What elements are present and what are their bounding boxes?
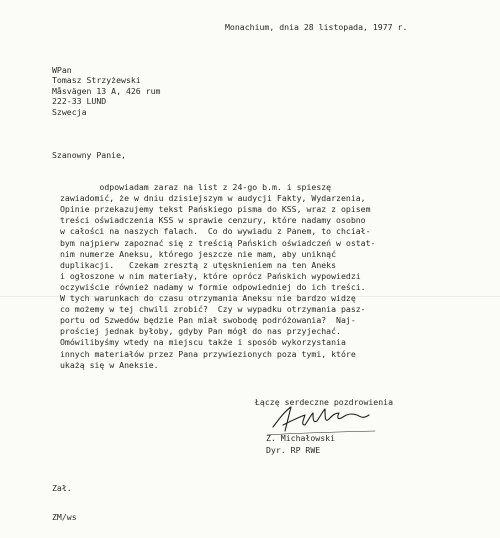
body-line: oczywiście również nadamy w formie odpowiedniej do ich treści.	[60, 281, 366, 292]
recipient-line: WPan	[52, 65, 72, 75]
recipient-line: Szwecja	[52, 106, 87, 117]
body-line: i ogłoszone w nim materiały, które oprócz Pańskich wypowiedzi	[60, 270, 361, 281]
salutation: Szanowny Panie,	[52, 150, 126, 160]
signer-title: Dyr. RP RWE	[266, 445, 321, 455]
body-line: Omówilibyśmy wtedy na miejscu także i sposób wykorzystania	[60, 337, 346, 348]
recipient-line: Tomasz Strzyżewski	[52, 75, 141, 86]
body-line: w całości na naszych falach. Co do wywiadu z Panem, to chciał-	[60, 226, 371, 237]
body-line: Opinie przekazujemy tekst Pańskiego pisma do KSS, wraz z opisem	[60, 204, 371, 215]
enclosure-note: Zał.	[52, 483, 72, 493]
recipient-line: Måsvägen 13 A, 426 rum	[52, 85, 161, 96]
typist-initials: ZM/ws	[52, 512, 77, 522]
body-line: co możemy w tej chwili zrobić? Czy w wypadku otrzymania pasz-	[60, 304, 366, 315]
body-line: nim numerze Aneksu, którego jeszcze nie mam, aby uniknąć	[60, 248, 337, 259]
signer-name: Z. Michałowski	[266, 433, 336, 443]
body-line: prościej jednak byłoby, gdyby Pan mógł do nas przyjechać.	[60, 326, 341, 337]
body-line: W tych warunkach do czasu otrzymania Aneksu nie bardzo widzę	[60, 293, 356, 303]
recipient-line: 222-33 LUND	[52, 96, 107, 107]
body-line: duplikacji. Czekam zresztą z utęsknieniem na ten Aneks	[60, 259, 337, 270]
body-line: portu od Szwedów będzie Pan miał swobodę podróżowania? Naj-	[60, 315, 356, 326]
body-line: odpowiadam zaraz na list z 24-go b.m. i spieszę	[60, 182, 332, 192]
body-line: treści oświadczenia KSS w sprawie cenzury, które nadamy osobno	[60, 215, 366, 226]
body-line: bym najpierw zapoznać się z treścią Pańskich oświadczeń w ostat-	[60, 237, 376, 248]
closing-line: Łączę serdeczne pozdrowienia	[255, 397, 394, 407]
body-line: zawiadomić, że w dniu dzisiejszym w audycji Fakty, Wydarzenia,	[60, 193, 366, 204]
letter-date: Monachium, dnia 28 listopada, 1977 r.	[225, 22, 408, 32]
body-line: innych materiałów przez Pana przywiezionych poza tymi, które	[60, 348, 356, 359]
body-line: ukażą się w Aneksie.	[60, 359, 159, 370]
